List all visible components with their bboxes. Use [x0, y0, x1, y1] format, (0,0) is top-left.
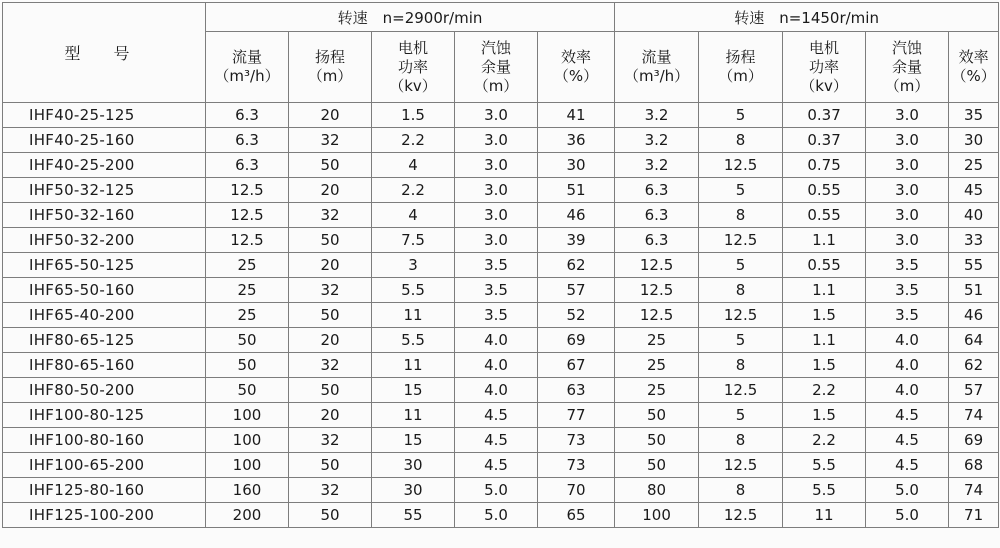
npsh-1450-cell: 4.5 [866, 453, 949, 478]
flow-2900-cell: 160 [206, 478, 289, 503]
flow-1450-cell: 100 [615, 503, 699, 528]
efficiency-2900-cell: 52 [538, 303, 615, 328]
efficiency-2900-cell: 77 [538, 403, 615, 428]
npsh-1450-cell: 3.0 [866, 203, 949, 228]
motor-power-1450-cell: 1.1 [783, 228, 866, 253]
motor-power-1450-cell: 0.55 [783, 203, 866, 228]
npsh-1450-cell: 5.0 [866, 503, 949, 528]
npsh-1450-cell: 3.0 [866, 103, 949, 128]
header-text-line: （kv） [800, 76, 848, 95]
flow-1450-cell: 3.2 [615, 103, 699, 128]
motor-power-1450-cell: 0.37 [783, 128, 866, 153]
head-2900-cell: 32 [289, 478, 372, 503]
table-row [3, 278, 999, 303]
flow-2900-cell: 100 [206, 403, 289, 428]
flow-1450-cell: 12.5 [615, 303, 699, 328]
motor-power-1450-cell: 1.1 [783, 328, 866, 353]
motor-power-1450-cell: 5.5 [783, 478, 866, 503]
motor-power-2900-cell: 3 [372, 253, 455, 278]
npsh-2900-cell: 4.0 [455, 328, 538, 353]
efficiency-2900-cell: 69 [538, 328, 615, 353]
flow-2900-cell: 12.5 [206, 178, 289, 203]
npsh-1450-cell: 5.0 [866, 478, 949, 503]
head-2900-cell: 50 [289, 228, 372, 253]
flow-1450-cell: 25 [615, 353, 699, 378]
table-row [3, 453, 999, 478]
head-header-2900 [289, 32, 372, 103]
motor-power-1450-cell: 0.37 [783, 103, 866, 128]
motor-power-2900-cell: 4 [372, 203, 455, 228]
npsh-2900-cell: 3.0 [455, 103, 538, 128]
flow-header-2900 [206, 32, 289, 103]
table-row [3, 403, 999, 428]
head-1450-cell: 5 [699, 253, 783, 278]
header-text-line: 余量 [480, 57, 511, 76]
table-body [3, 103, 999, 528]
table-header [3, 3, 999, 103]
motor-power-2900-cell: 5.5 [372, 328, 455, 353]
head-2900-cell: 50 [289, 453, 372, 478]
motor-power-1450-cell: 0.55 [783, 178, 866, 203]
head-2900-cell: 32 [289, 128, 372, 153]
header-row-speed [3, 3, 999, 32]
head-1450-cell: 8 [699, 428, 783, 453]
head-2900-cell: 32 [289, 353, 372, 378]
table-row [3, 478, 999, 503]
table-row [3, 503, 999, 528]
npsh-1450-cell: 3.0 [866, 153, 949, 178]
flow-1450-cell: 25 [615, 328, 699, 353]
model-cell: IHF100-65-200 [3, 453, 206, 478]
motor-power-1450-cell: 1.1 [783, 278, 866, 303]
head-1450-cell: 12.5 [699, 378, 783, 403]
model-cell: IHF125-80-160 [3, 478, 206, 503]
motor-power-1450-cell: 11 [783, 503, 866, 528]
motor-power-2900-cell: 15 [372, 378, 455, 403]
efficiency-2900-cell: 46 [538, 203, 615, 228]
header-text-line: （m） [884, 76, 930, 95]
npsh-2900-cell: 5.0 [455, 478, 538, 503]
speed-2900-header: 转速 n=2900r/min [206, 3, 615, 32]
flow-1450-cell: 80 [615, 478, 699, 503]
table-row [3, 253, 999, 278]
efficiency-2900-cell: 62 [538, 253, 615, 278]
npsh-1450-cell: 3.5 [866, 253, 949, 278]
model-cell: IHF100-80-160 [3, 428, 206, 453]
header-text-line: 余量 [892, 57, 923, 76]
npsh-1450-cell: 4.5 [866, 403, 949, 428]
head-2900-cell: 32 [289, 203, 372, 228]
efficiency-2900-cell: 63 [538, 378, 615, 403]
efficiency-1450-cell: 30 [949, 128, 999, 153]
header-text-line: 扬程 [725, 48, 756, 66]
head-2900-cell: 50 [289, 303, 372, 328]
flow-2900-cell: 100 [206, 453, 289, 478]
motor-power-1450-cell: 2.2 [783, 378, 866, 403]
head-1450-cell: 12.5 [699, 503, 783, 528]
header-text-line: 电机 [397, 38, 428, 57]
npsh-2900-cell: 3.5 [455, 278, 538, 303]
header-text-line: （m） [473, 76, 519, 95]
flow-header-1450 [615, 32, 699, 103]
efficiency-1450-cell: 46 [949, 303, 999, 328]
npsh-2900-cell: 3.0 [455, 228, 538, 253]
table-row [3, 178, 999, 203]
motor-power-header-2900 [372, 32, 455, 103]
efficiency-2900-cell: 30 [538, 153, 615, 178]
head-2900-cell: 32 [289, 428, 372, 453]
model-cell: IHF100-80-125 [3, 403, 206, 428]
model-column-header: 型 号 [3, 3, 206, 103]
table-row [3, 228, 999, 253]
header-text-line: 扬程 [314, 48, 345, 66]
header-text-line: 效率 [958, 48, 989, 66]
npsh-1450-cell: 4.5 [866, 428, 949, 453]
header-text-line: （m） [718, 67, 763, 85]
flow-1450-cell: 50 [615, 403, 699, 428]
motor-power-1450-cell: 1.5 [783, 303, 866, 328]
head-1450-cell: 5 [699, 103, 783, 128]
flow-1450-cell: 12.5 [615, 278, 699, 303]
model-cell: IHF80-50-200 [3, 378, 206, 403]
flow-2900-cell: 50 [206, 328, 289, 353]
flow-2900-cell: 100 [206, 428, 289, 453]
head-2900-cell: 20 [289, 178, 372, 203]
npsh-1450-cell: 4.0 [866, 353, 949, 378]
flow-1450-cell: 6.3 [615, 178, 699, 203]
efficiency-2900-cell: 36 [538, 128, 615, 153]
efficiency-1450-cell: 33 [949, 228, 999, 253]
flow-2900-cell: 25 [206, 303, 289, 328]
flow-2900-cell: 6.3 [206, 153, 289, 178]
efficiency-1450-cell: 57 [949, 378, 999, 403]
head-2900-cell: 50 [289, 153, 372, 178]
efficiency-1450-cell: 69 [949, 428, 999, 453]
efficiency-2900-cell: 65 [538, 503, 615, 528]
table-row [3, 328, 999, 353]
npsh-2900-cell: 3.5 [455, 253, 538, 278]
head-1450-cell: 12.5 [699, 228, 783, 253]
motor-power-1450-cell: 1.5 [783, 353, 866, 378]
table-row [3, 128, 999, 153]
flow-1450-cell: 6.3 [615, 228, 699, 253]
header-text-line: 功率 [809, 57, 840, 76]
table-row [3, 203, 999, 228]
head-header-1450 [699, 32, 783, 103]
header-text-line: 流量 [641, 48, 672, 66]
head-1450-cell: 8 [699, 478, 783, 503]
motor-power-2900-cell: 11 [372, 353, 455, 378]
efficiency-1450-cell: 35 [949, 103, 999, 128]
table-row [3, 353, 999, 378]
header-text-line: （kv） [389, 76, 437, 95]
model-cell: IHF65-50-160 [3, 278, 206, 303]
motor-power-2900-cell: 55 [372, 503, 455, 528]
head-1450-cell: 5 [699, 178, 783, 203]
efficiency-1450-cell: 40 [949, 203, 999, 228]
model-cell: IHF80-65-160 [3, 353, 206, 378]
flow-2900-cell: 12.5 [206, 228, 289, 253]
efficiency-2900-cell: 41 [538, 103, 615, 128]
efficiency-1450-cell: 62 [949, 353, 999, 378]
head-2900-cell: 20 [289, 403, 372, 428]
head-1450-cell: 5 [699, 403, 783, 428]
model-cell: IHF65-50-125 [3, 253, 206, 278]
efficiency-1450-cell: 68 [949, 453, 999, 478]
flow-2900-cell: 25 [206, 253, 289, 278]
motor-power-2900-cell: 2.2 [372, 128, 455, 153]
npsh-2900-cell: 3.0 [455, 203, 538, 228]
motor-power-2900-cell: 30 [372, 478, 455, 503]
efficiency-1450-cell: 64 [949, 328, 999, 353]
pump-spec-table [2, 2, 999, 528]
motor-power-2900-cell: 2.2 [372, 178, 455, 203]
model-cell: IHF80-65-125 [3, 328, 206, 353]
table-row [3, 378, 999, 403]
speed-1450-header: 转速 n=1450r/min [615, 3, 999, 32]
motor-power-header-1450 [783, 32, 866, 103]
efficiency-2900-cell: 39 [538, 228, 615, 253]
table-row [3, 103, 999, 128]
npsh-1450-cell: 3.0 [866, 178, 949, 203]
efficiency-2900-cell: 73 [538, 453, 615, 478]
efficiency-1450-cell: 74 [949, 403, 999, 428]
header-text-line: （%） [553, 67, 599, 85]
npsh-2900-cell: 3.0 [455, 178, 538, 203]
efficiency-1450-cell: 51 [949, 278, 999, 303]
efficiency-2900-cell: 51 [538, 178, 615, 203]
motor-power-2900-cell: 11 [372, 303, 455, 328]
flow-2900-cell: 6.3 [206, 103, 289, 128]
flow-1450-cell: 50 [615, 453, 699, 478]
header-text-line: （m³/h） [623, 67, 690, 85]
flow-1450-cell: 50 [615, 428, 699, 453]
flow-1450-cell: 6.3 [615, 203, 699, 228]
header-text-line: （m³/h） [214, 67, 280, 85]
efficiency-2900-cell: 67 [538, 353, 615, 378]
motor-power-1450-cell: 1.5 [783, 403, 866, 428]
efficiency-1450-cell: 71 [949, 503, 999, 528]
head-2900-cell: 20 [289, 103, 372, 128]
npsh-2900-cell: 3.5 [455, 303, 538, 328]
model-cell: IHF50-32-125 [3, 178, 206, 203]
npsh-2900-cell: 3.0 [455, 153, 538, 178]
head-2900-cell: 32 [289, 278, 372, 303]
model-cell: IHF40-25-200 [3, 153, 206, 178]
flow-2900-cell: 50 [206, 353, 289, 378]
head-1450-cell: 8 [699, 278, 783, 303]
model-cell: IHF125-100-200 [3, 503, 206, 528]
header-text-line: 汽蚀 [892, 38, 923, 57]
flow-1450-cell: 3.2 [615, 128, 699, 153]
table-row [3, 303, 999, 328]
header-text-line: 电机 [809, 38, 840, 57]
table-row [3, 428, 999, 453]
head-1450-cell: 12.5 [699, 453, 783, 478]
head-2900-cell: 20 [289, 328, 372, 353]
npsh-1450-cell: 3.5 [866, 303, 949, 328]
flow-2900-cell: 6.3 [206, 128, 289, 153]
npsh-2900-cell: 4.5 [455, 428, 538, 453]
header-text-line: 流量 [231, 48, 262, 66]
head-2900-cell: 50 [289, 503, 372, 528]
flow-2900-cell: 25 [206, 278, 289, 303]
motor-power-2900-cell: 11 [372, 403, 455, 428]
motor-power-1450-cell: 0.75 [783, 153, 866, 178]
head-1450-cell: 5 [699, 328, 783, 353]
head-1450-cell: 8 [699, 203, 783, 228]
npsh-header-2900 [455, 32, 538, 103]
flow-1450-cell: 12.5 [615, 253, 699, 278]
flow-1450-cell: 25 [615, 378, 699, 403]
npsh-2900-cell: 4.0 [455, 378, 538, 403]
head-1450-cell: 12.5 [699, 153, 783, 178]
npsh-1450-cell: 3.0 [866, 128, 949, 153]
motor-power-1450-cell: 5.5 [783, 453, 866, 478]
efficiency-header-2900 [538, 32, 615, 103]
model-cell: IHF40-25-125 [3, 103, 206, 128]
header-text-line: （m） [307, 67, 353, 85]
efficiency-1450-cell: 45 [949, 178, 999, 203]
motor-power-2900-cell: 5.5 [372, 278, 455, 303]
head-1450-cell: 8 [699, 353, 783, 378]
efficiency-2900-cell: 73 [538, 428, 615, 453]
head-2900-cell: 20 [289, 253, 372, 278]
npsh-2900-cell: 4.5 [455, 453, 538, 478]
npsh-2900-cell: 4.0 [455, 353, 538, 378]
npsh-2900-cell: 3.0 [455, 128, 538, 153]
efficiency-1450-cell: 25 [949, 153, 999, 178]
efficiency-1450-cell: 74 [949, 478, 999, 503]
npsh-1450-cell: 3.5 [866, 278, 949, 303]
flow-1450-cell: 3.2 [615, 153, 699, 178]
motor-power-1450-cell: 2.2 [783, 428, 866, 453]
motor-power-2900-cell: 1.5 [372, 103, 455, 128]
npsh-2900-cell: 4.5 [455, 403, 538, 428]
motor-power-2900-cell: 15 [372, 428, 455, 453]
motor-power-2900-cell: 7.5 [372, 228, 455, 253]
efficiency-1450-cell: 55 [949, 253, 999, 278]
motor-power-1450-cell: 0.55 [783, 253, 866, 278]
model-cell: IHF50-32-200 [3, 228, 206, 253]
npsh-header-1450 [866, 32, 949, 103]
head-2900-cell: 50 [289, 378, 372, 403]
flow-2900-cell: 12.5 [206, 203, 289, 228]
efficiency-header-1450 [949, 32, 999, 103]
header-text-line: （%） [951, 67, 996, 85]
model-cell: IHF40-25-160 [3, 128, 206, 153]
motor-power-2900-cell: 30 [372, 453, 455, 478]
npsh-2900-cell: 5.0 [455, 503, 538, 528]
head-1450-cell: 12.5 [699, 303, 783, 328]
npsh-1450-cell: 3.0 [866, 228, 949, 253]
head-1450-cell: 8 [699, 128, 783, 153]
npsh-1450-cell: 4.0 [866, 328, 949, 353]
flow-2900-cell: 50 [206, 378, 289, 403]
flow-2900-cell: 200 [206, 503, 289, 528]
model-cell: IHF65-40-200 [3, 303, 206, 328]
model-cell: IHF50-32-160 [3, 203, 206, 228]
header-text-line: 效率 [561, 48, 592, 66]
header-text-line: 功率 [397, 57, 428, 76]
table-row [3, 153, 999, 178]
header-text-line: 汽蚀 [480, 38, 511, 57]
efficiency-2900-cell: 57 [538, 278, 615, 303]
motor-power-2900-cell: 4 [372, 153, 455, 178]
npsh-1450-cell: 4.0 [866, 378, 949, 403]
efficiency-2900-cell: 70 [538, 478, 615, 503]
